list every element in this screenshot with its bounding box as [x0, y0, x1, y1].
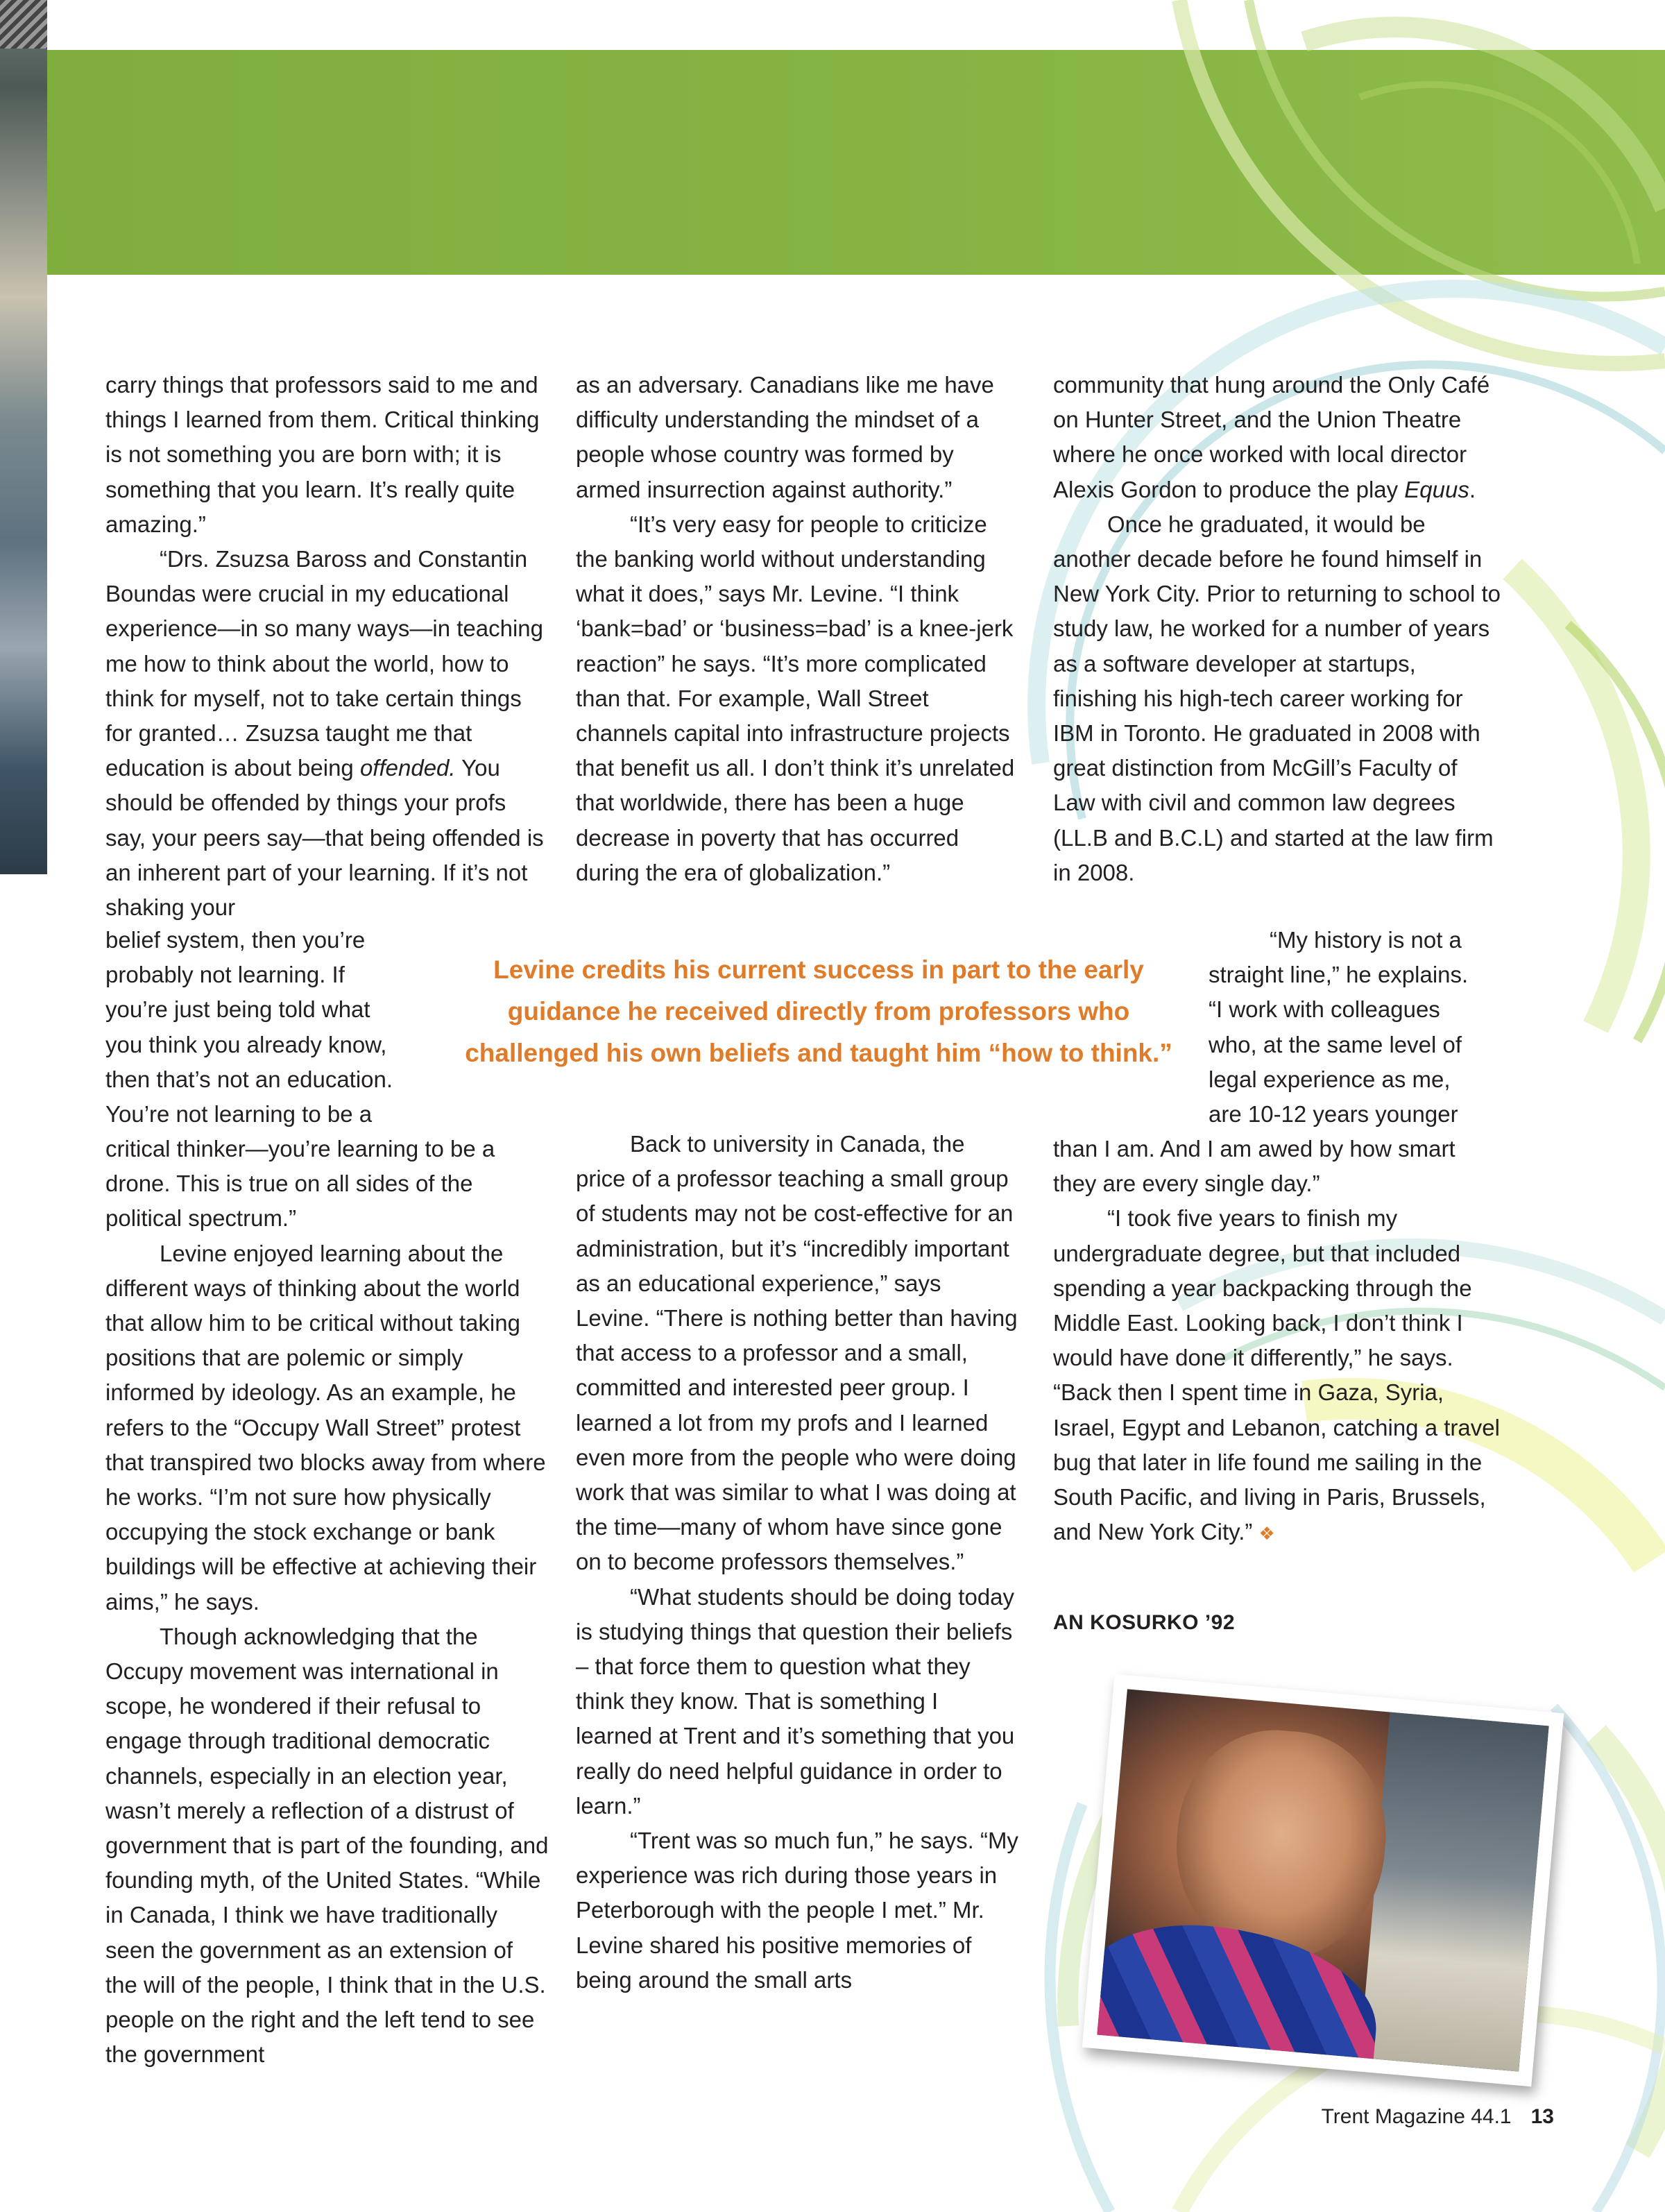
escalator-detail — [0, 0, 47, 49]
col3-paragraph-1 — [1053, 368, 1504, 507]
wrap-line: “I work with colleagues — [1209, 996, 1440, 1023]
author-byline: AN KOSURKO ’92 — [1053, 1611, 1236, 1634]
col3-paragraph-1-text: community that hung around the Only Café on Hunter Street, and the Union Theatre where he once worked with local director Alexis Gordon to produce the play — [1053, 372, 1490, 502]
column-2 — [576, 368, 1020, 890]
col3-paragraph-3-end: than I am. And I am awed by how smart they are every single day.” — [1053, 1136, 1455, 1197]
col3-paragraph-2: Once he graduated, it would be another decade before he found himself in New York City. Prior to returning to school to study law, he worked for a number of years as a software developer at startups, finishing his high-tech career working for IBM in Toronto. He graduated in 2008 with great distinction from McGill’s Faculty of Law with civil and common law degrees (LL.B and B.C.L) and started at the law firm in 2008. — [1053, 511, 1501, 885]
wrap-line: You’re not learning to be a — [105, 1101, 373, 1128]
wrap-line: you’re just being told what — [105, 996, 370, 1023]
author-photo-frame — [1082, 1674, 1564, 2087]
wrap-line: you think you already know, — [105, 1031, 387, 1057]
col2-paragraph-4: “What students should be doing today is studying things that question their beliefs – that force them to question what they think they know. That is something I learned at Trent and it’s something that you really do need helpful guidance in order to learn.” — [576, 1583, 1015, 1819]
green-banner — [47, 50, 1665, 275]
wrap-line: “My history is not a — [1270, 927, 1462, 953]
page-number: 13 — [1530, 2105, 1554, 2128]
wrap-line: then that’s not an education. — [105, 1066, 393, 1092]
col3-paragraph-4 — [1053, 1201, 1504, 1551]
portrait-photo — [1097, 1689, 1548, 2071]
wrap-line: legal experience as me, — [1209, 1066, 1451, 1092]
col3-wrapped-lines — [1209, 923, 1500, 1132]
col2-paragraph-1: as an adversary. Canadians like me have difficulty understanding the mindset of a people whose country was formed by armed insurrection against authority.” — [576, 372, 994, 502]
column-3 — [1053, 368, 1504, 890]
wrap-line: belief system, then you’re — [105, 927, 366, 953]
col3-emphasis-equus: Equus — [1404, 476, 1469, 502]
col3-paragraph-4-text: “I took five years to finish my undergraduate degree, but that included spending a year backpacking through the Middle East. Looking back, I don’t think I would have done it differently,” he says. “Back then I spent time in Gaza, Syria, Israel, Egypt and Lebanon, catching a travel bug that later in life found me sailing in the South Pacific, and living in Paris, Brussels, and New York City.” — [1053, 1205, 1500, 1545]
wrap-line: probably not learning. If — [105, 962, 345, 988]
left-photo-strip — [0, 0, 47, 874]
col1-paragraph-2 — [105, 542, 549, 925]
col3-paragraph-1-period: . — [1469, 476, 1476, 502]
col1-wrapped-lines — [105, 923, 438, 1132]
magazine-issue: Trent Magazine 44.1 — [1321, 2105, 1512, 2128]
col2-paragraph-2: “It’s very easy for people to criticize the banking world without understanding what it does,” says Mr. Levine. “I think ‘bank=bad’ or ‘business=bad’ is a knee-jerk reaction” he says. “It’s more complicated than that. For example, Wall Street channels capital into infrastructure projects that benefit us all. I don’t think it’s unrelated that worldwide, there has been a huge decrease in poverty that has occurred during the era of globalization.” — [576, 511, 1015, 885]
column-1-lower — [105, 1132, 549, 2072]
col1-paragraph-3: Levine enjoyed learning about the different ways of thinking about the world that allow him to be critical without taking positions that are polemic or simply informed by ideology. As an example, he refers to the “Occupy Wall Street” protest that transpired two blocks away from where he works. “I’m not sure how physically occupying the stock exchange or bank buildings will be effective at achieving their aims,” he says. — [105, 1240, 546, 1615]
column-2-lower — [576, 1127, 1020, 1998]
page-footer — [1322, 2105, 1554, 2129]
pull-quote: Levine credits his current success in part to the early guidance he received directly from professors who challenged his own beliefs and taught him “how to think.” — [465, 955, 1172, 1067]
col2-paragraph-5: “Trent was so much fun,” he says. “My experience was rich during those years in Peterborough with the people I met.” Mr. Levine shared his positive memories of being around the small arts — [576, 1828, 1018, 1993]
col1-paragraph-4: Though acknowledging that the Occupy movement was international in scope, he wondered if their refusal to engage through traditional democratic channels, especially in an election year, wasn’t merely a reflection of a distrust of government that is part of the founding, and founding myth, of the United States. “While in Canada, I think we have traditionally seen the government as an extension of the will of the people, I think that in the U.S. people on the right and the left tend to see the government — [105, 1623, 549, 2068]
col1-paragraph-2-text: “Drs. Zsuzsa Baross and Constantin Boundas were crucial in my educational experience—in so many ways—in teaching me how to think about the world, how to think for myself, not to take certain things for granted… Zsuzsa taught me that education is about being — [105, 546, 543, 781]
col1-paragraph-1: carry things that professors said to me and things I learned from them. Critical thinking is not something you are born with; it is something that you learn. It’s really quite amazing.” — [105, 372, 540, 537]
col1-emphasis-offended: offended. — [359, 755, 456, 781]
wrap-line: are 10-12 years younger — [1209, 1101, 1458, 1128]
col2-paragraph-3: Back to university in Canada, the price of a professor teaching a small group of students may not be cost-effective for an administration, but it’s “incredibly important as an educational experience,” says Levine. “There is nothing better than having that access to a professor and a small, committed and interested peer group. I learned a lot from my profs and I learned even more from the people who were doing work that was similar to what I was doing at the time—many of whom have since gone on to become professors themselves.” — [576, 1131, 1018, 1575]
column-1 — [105, 368, 549, 925]
col1-paragraph-2-end: critical thinker—you’re learning to be a drone. This is true on all sides of the political spectrum.” — [105, 1136, 495, 1232]
end-mark-icon: ❖ — [1258, 1523, 1275, 1545]
portrait-shirt — [1097, 1916, 1383, 2071]
photo-background — [1360, 1712, 1549, 2071]
col1-paragraph-2-text-cont: You should be offended by things your profs say, your peers say—that being offended is an inherent part of your learning. If it’s not shaking your — [105, 755, 544, 921]
wrap-line: straight line,” he explains. — [1209, 962, 1469, 988]
wrap-line: who, at the same level of — [1209, 1031, 1462, 1057]
column-3-lower — [1053, 1132, 1504, 1551]
